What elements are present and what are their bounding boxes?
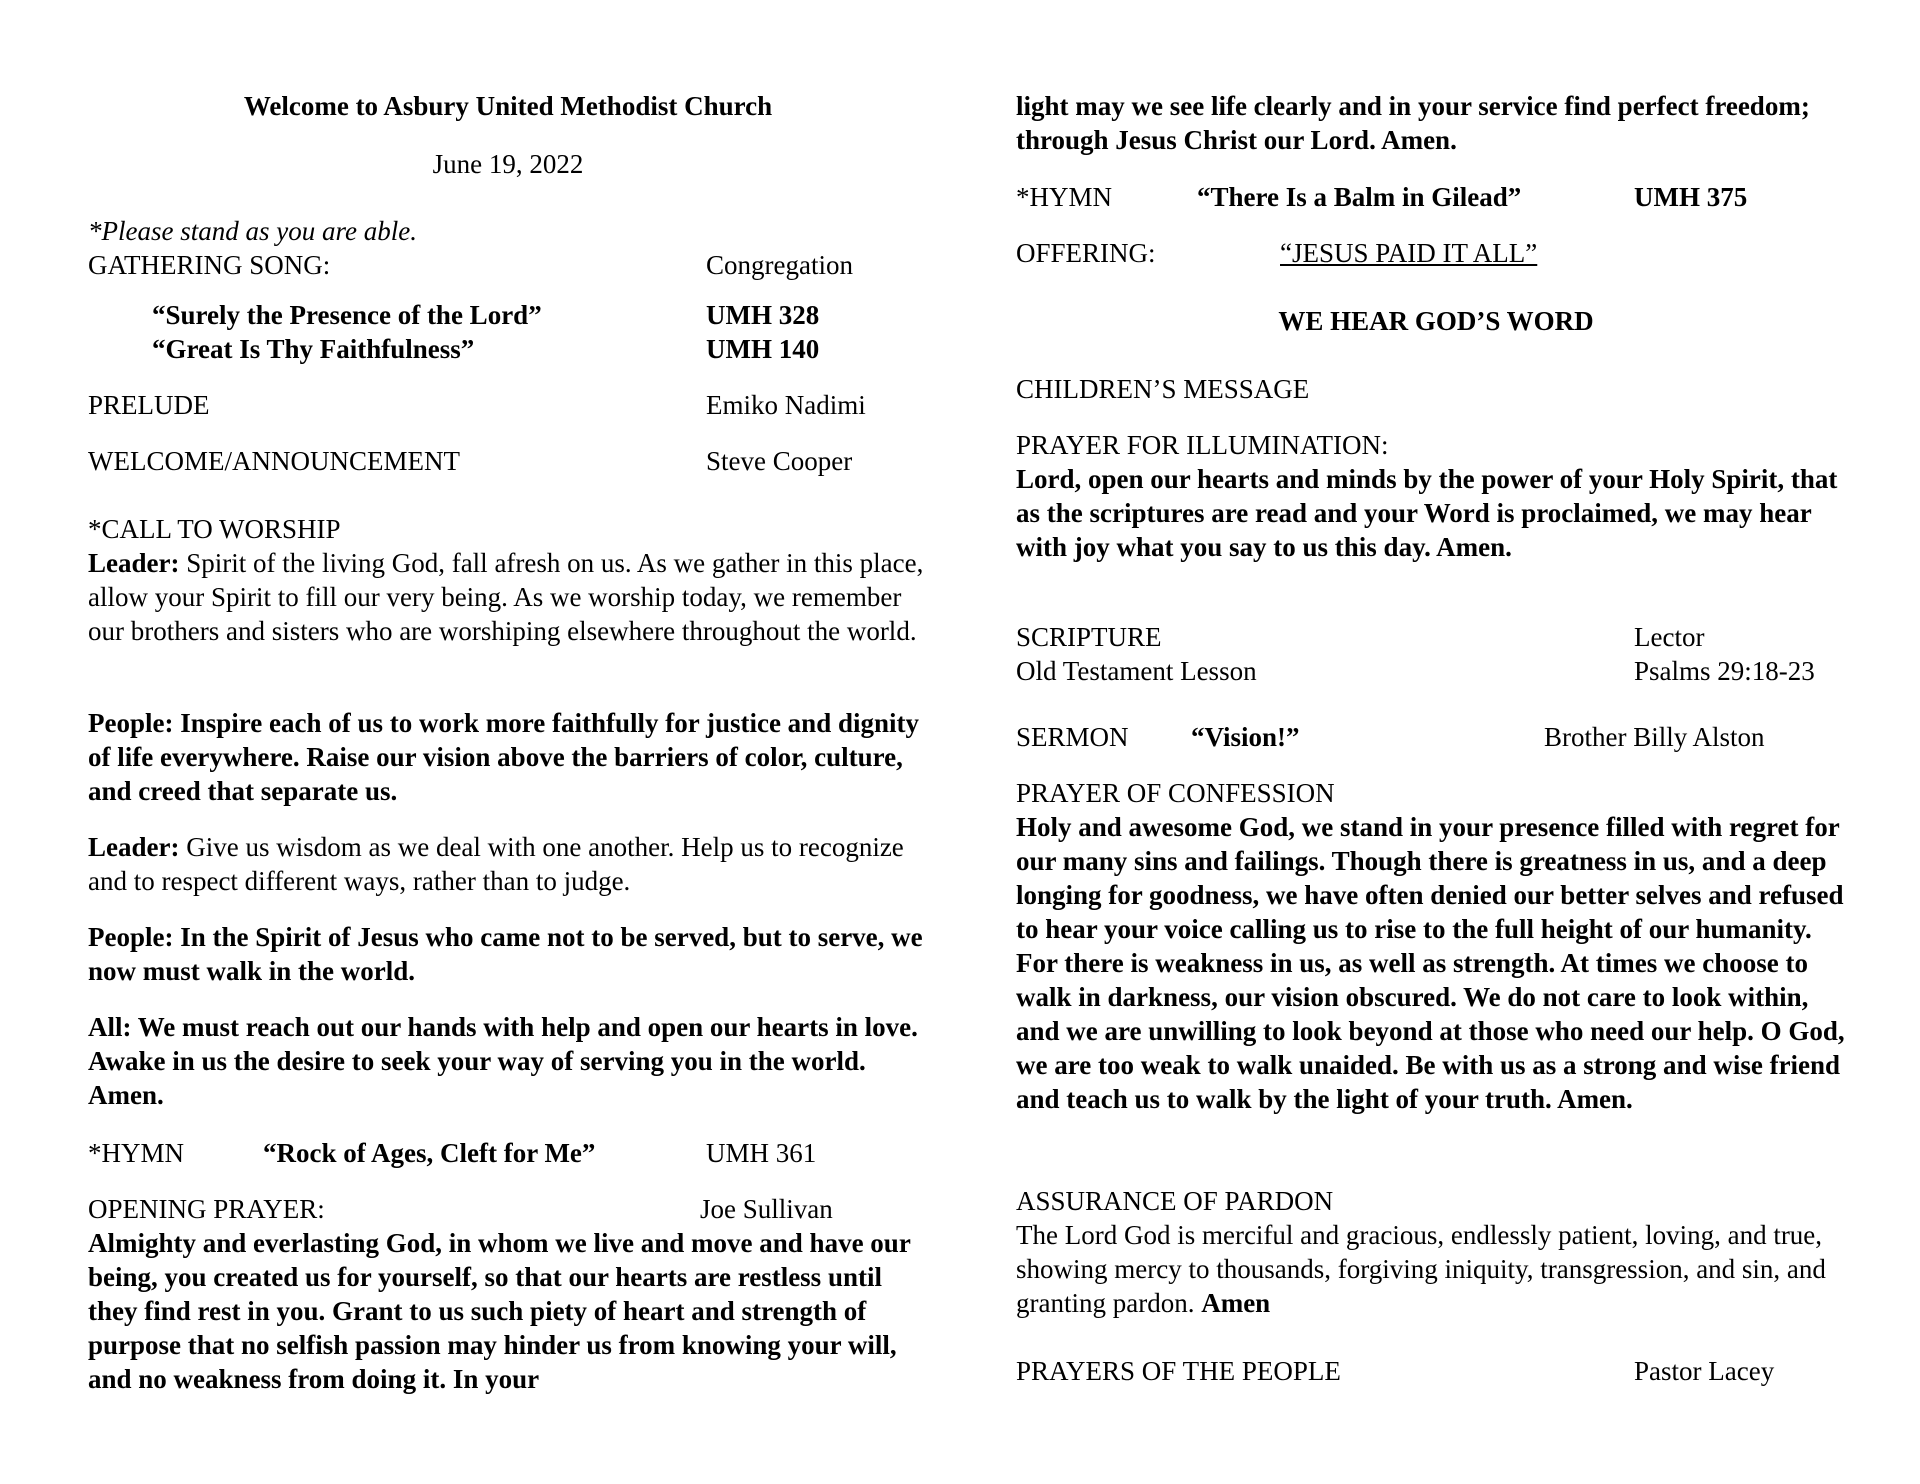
leader-label: Leader: [88,548,180,578]
prayers-label: PRAYERS OF THE PEOPLE [1016,1356,1341,1386]
illumination-heading: PRAYER FOR ILLUMINATION: [1016,430,1389,460]
section-heading: WE HEAR GOD’S WORD [1278,306,1594,336]
sermon-title: “Vision!” [1191,722,1300,752]
call-to-worship-heading: *CALL TO WORSHIP [88,514,341,544]
prayer-continuation: light may we see life clearly and in your service find perfect freedom; through Jesus Christ our Lord. Amen. [1016,91,1810,155]
sermon-by: Brother Billy Alston [1544,722,1765,752]
gathering-song-by: Congregation [706,250,853,280]
scripture-label: SCRIPTURE [1016,622,1162,652]
leader-line [88,546,928,648]
prelude-by: Emiko Nadimi [706,390,866,420]
offering-title: “JESUS PAID IT ALL” [1280,238,1538,268]
confession-text: Holy and awesome God, we stand in your presence filled with regret for our many sins and failings. Though there is greatness in us, and a deep longing for goodness, we have often denied our better selves and refused to hear your voice calling us to rise to the full height of our humanity. For there is weakness in us, as well as strength. At times we choose to walk in darkness, our vision obscured. We do not care to look within, and we are unwilling to look beyond at those who need our help. O God, we are too weak to walk unaided. Be with us as a strong and wise friend and teach us to walk by the light of your truth. Amen. [1016,812,1845,1114]
leader-text: Spirit of the living God, fall afresh on us. As we gather in this place, allow your Spirit to fill our very being. As we worship today, we remember our brothers and sisters who are worshiping elsewhere throughout the world. [88,548,924,646]
scripture-ref: Psalms 29:18-23 [1634,656,1815,686]
sermon-label: SERMON [1016,722,1129,752]
offering-label: OFFERING: [1016,238,1156,268]
opening-prayer-label: OPENING PRAYER: [88,1194,325,1224]
opening-prayer-text: Almighty and everlasting God, in whom we live and move and have our being, you created us for yourself, so that our hearts are restless until they find rest in you. Grant to us such piety of heart and strength of purpose that no selfish passion may hinder us from knowing your will, and no weakness from doing it. In your [88,1228,911,1394]
leader-label: Leader: [88,832,180,862]
leader-line [88,830,928,898]
scripture-lesson: Old Testament Lesson [1016,656,1257,686]
welcome-by: Steve Cooper [706,446,853,476]
prayers-by: Pastor Lacey [1634,1356,1775,1386]
opening-prayer-by: Joe Sullivan [700,1194,833,1224]
all-response: All: We must reach out our hands with help and open our hearts in love. Awake in us the desire to seek your way of serving you in the world. Amen. [88,1012,918,1110]
confession-heading: PRAYER OF CONFESSION [1016,778,1335,808]
hymn-ref: UMH 361 [706,1138,817,1168]
page-title: Welcome to Asbury United Methodist Church [243,91,773,121]
hymn-ref: UMH 375 [1634,182,1748,212]
stand-note: *Please stand as you are able. [88,216,417,246]
assurance-body: The Lord God is merciful and gracious, endlessly patient, loving, and true, showing mercy to thousands, forgiving iniquity, transgression, and sin, and granting pardon. [1016,1220,1826,1318]
prelude-label: PRELUDE [88,390,210,420]
hymn-title: “Rock of Ages, Cleft for Me” [263,1138,596,1168]
gathering-song-label: GATHERING SONG: [88,250,331,280]
assurance-amen: Amen [1201,1288,1271,1318]
people-response: People: In the Spirit of Jesus who came not to be served, but to serve, we now must walk in the world. [88,922,923,986]
illumination-text: Lord, open our hearts and minds by the power of your Holy Spirit, that as the scriptures are read and your Word is proclaimed, we may hear with joy what you say to us this day. Amen. [1016,464,1838,562]
song-title: “Great Is Thy Faithfulness” [152,334,475,364]
scripture-by: Lector [1634,622,1705,652]
assurance-heading: ASSURANCE OF PARDON [1016,1186,1334,1216]
welcome-label: WELCOME/ANNOUNCEMENT [88,446,460,476]
service-date: June 19, 2022 [432,149,584,179]
leader-text: Give us wisdom as we deal with one another. Help us to recognize and to respect different ways, rather than to judge. [88,832,904,896]
hymn-label: *HYMN [1016,182,1113,212]
song-ref: UMH 328 [706,300,820,330]
hymn-label: *HYMN [88,1138,185,1168]
hymn-title: “There Is a Balm in Gilead” [1197,182,1522,212]
assurance-text [1016,1218,1856,1320]
people-response: People: Inspire each of us to work more faithfully for justice and dignity of life everywhere. Raise our vision above the barriers of color, culture, and creed that separate us. [88,708,919,806]
song-title: “Surely the Presence of the Lord” [152,300,542,330]
childrens-message: CHILDREN’S MESSAGE [1016,374,1310,404]
song-ref: UMH 140 [706,334,820,364]
